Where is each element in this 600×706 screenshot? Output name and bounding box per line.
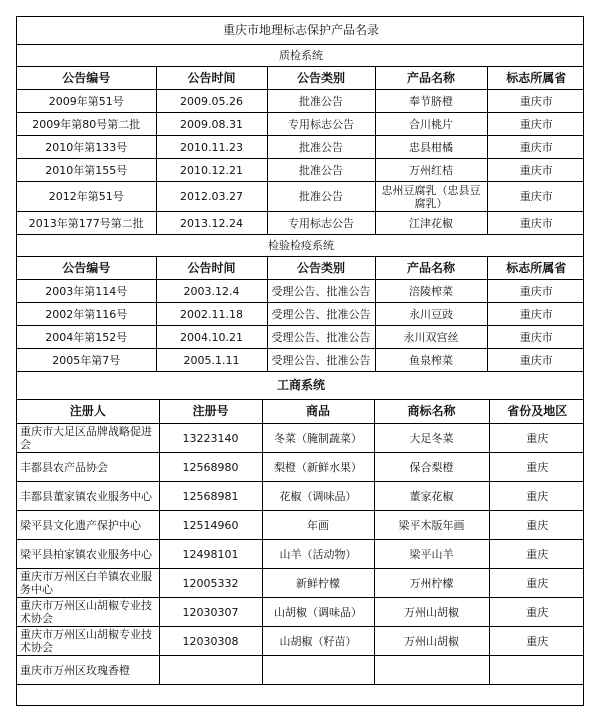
table-row xyxy=(17,326,584,349)
table-cell: 重庆 xyxy=(489,598,584,627)
table-cell: 2009年第80号第二批 xyxy=(17,113,156,136)
table-row xyxy=(17,540,584,569)
column-header: 标志所属省 xyxy=(487,257,584,280)
table-cell: 万州山胡椒 xyxy=(374,598,489,627)
table-row xyxy=(17,482,584,511)
column-header: 公告编号 xyxy=(17,67,156,90)
table-cell: 重庆 xyxy=(489,540,584,569)
header-row-zhijian xyxy=(17,67,584,90)
table-cell: 梨橙（新鲜水果） xyxy=(262,453,374,482)
table-cell: 重庆市 xyxy=(487,159,584,182)
table-cell: 重庆 xyxy=(489,569,584,598)
table-row xyxy=(17,349,584,372)
column-header: 公告编号 xyxy=(17,257,156,280)
table-cell xyxy=(262,656,374,685)
table-cell: 永川豆豉 xyxy=(375,303,487,326)
table-row xyxy=(17,303,584,326)
table-cell: 鱼泉榨菜 xyxy=(375,349,487,372)
table-cell: 重庆市万州区山胡椒专业技术协会 xyxy=(17,627,159,656)
table-cell: 董家花椒 xyxy=(374,482,489,511)
column-header: 公告类别 xyxy=(267,257,375,280)
column-header: 注册人 xyxy=(17,400,159,424)
table-cell: 2013.12.24 xyxy=(156,212,267,235)
table-cell: 2009.08.31 xyxy=(156,113,267,136)
table-cell: 重庆市万州区玫瑰香橙 xyxy=(17,656,159,685)
table-cell: 受理公告、批准公告 xyxy=(267,349,375,372)
table-cell: 重庆市 xyxy=(487,303,584,326)
table-cell: 13223140 xyxy=(159,424,262,453)
table-cell: 重庆市 xyxy=(487,136,584,159)
table-cell: 梁平县文化遗产保护中心 xyxy=(17,511,159,540)
table-row xyxy=(17,113,584,136)
table-cell: 永川双宫丝 xyxy=(375,326,487,349)
table-row xyxy=(17,598,584,627)
table-cell: 重庆市万州区山胡椒专业技术协会 xyxy=(17,598,159,627)
section-title-gongshang: 工商系统 xyxy=(17,372,584,400)
table-cell: 2010.12.21 xyxy=(156,159,267,182)
table-cell: 2010.11.23 xyxy=(156,136,267,159)
table-cell: 重庆市 xyxy=(487,326,584,349)
table-cell: 冬菜（腌制蔬菜） xyxy=(262,424,374,453)
table-cell: 丰都县董家镇农业服务中心 xyxy=(17,482,159,511)
table-cell: 梁平木版年画 xyxy=(374,511,489,540)
gi-table-gongshang xyxy=(17,372,584,685)
table-cell: 2013年第177号第二批 xyxy=(17,212,156,235)
table-cell: 忠县柑橘 xyxy=(375,136,487,159)
table-cell: 2012.03.27 xyxy=(156,182,267,212)
table-row xyxy=(17,159,584,182)
table-cell: 2002.11.18 xyxy=(156,303,267,326)
table-cell: 重庆市 xyxy=(487,212,584,235)
table-cell: 重庆市 xyxy=(487,349,584,372)
table-cell: 12498101 xyxy=(159,540,262,569)
table-cell: 山羊（活动物） xyxy=(262,540,374,569)
table-cell: 忠州豆腐乳（忠县豆腐乳） xyxy=(375,182,487,212)
table-cell: 2002年第116号 xyxy=(17,303,156,326)
table-cell: 批准公告 xyxy=(267,159,375,182)
table-cell: 12030308 xyxy=(159,627,262,656)
table-cell: 2005.1.11 xyxy=(156,349,267,372)
table-cell: 2012年第51号 xyxy=(17,182,156,212)
header-row-gongshang xyxy=(17,400,584,424)
table-cell: 批准公告 xyxy=(267,136,375,159)
table-cell: 山胡椒（调味品） xyxy=(262,598,374,627)
column-header: 公告时间 xyxy=(156,67,267,90)
table-cell: 万州柠檬 xyxy=(374,569,489,598)
table-cell: 梁平山羊 xyxy=(374,540,489,569)
table-cell: 重庆 xyxy=(489,424,584,453)
section-title-zhijian: 质检系统 xyxy=(17,45,584,67)
table-cell: 2005年第7号 xyxy=(17,349,156,372)
column-header: 省份及地区 xyxy=(489,400,584,424)
table-cell: 重庆 xyxy=(489,511,584,540)
table-cell xyxy=(159,656,262,685)
table-row xyxy=(17,212,584,235)
table-cell: 12514960 xyxy=(159,511,262,540)
table-cell: 12568980 xyxy=(159,453,262,482)
table-cell: 江津花椒 xyxy=(375,212,487,235)
table-cell: 受理公告、批准公告 xyxy=(267,280,375,303)
table-cell: 12568981 xyxy=(159,482,262,511)
table-cell: 丰都县农产品协会 xyxy=(17,453,159,482)
table-cell: 新鲜柠檬 xyxy=(262,569,374,598)
table-cell: 山胡椒（籽苗） xyxy=(262,627,374,656)
table-cell: 2003年第114号 xyxy=(17,280,156,303)
table-cell: 奉节脐橙 xyxy=(375,90,487,113)
table-row xyxy=(17,182,584,212)
table-cell: 花椒（调味品） xyxy=(262,482,374,511)
column-header: 注册号 xyxy=(159,400,262,424)
table-cell: 批准公告 xyxy=(267,90,375,113)
table-cell: 重庆 xyxy=(489,453,584,482)
table-cell: 2004年第152号 xyxy=(17,326,156,349)
table-cell: 重庆 xyxy=(489,627,584,656)
table-cell: 2009年第51号 xyxy=(17,90,156,113)
table-cell: 2009.05.26 xyxy=(156,90,267,113)
gi-table-top xyxy=(17,17,584,372)
table-cell: 受理公告、批准公告 xyxy=(267,303,375,326)
table-row xyxy=(17,424,584,453)
table-row xyxy=(17,90,584,113)
page-title: 重庆市地理标志保护产品名录 xyxy=(17,17,584,45)
table-cell: 重庆市 xyxy=(487,182,584,212)
table-cell: 2004.10.21 xyxy=(156,326,267,349)
table-cell: 重庆市大足区品牌战略促进会 xyxy=(17,424,159,453)
table-cell: 重庆市万州区白羊镇农业服务中心 xyxy=(17,569,159,598)
table-cell: 合川桃片 xyxy=(375,113,487,136)
table-cell: 涪陵榨菜 xyxy=(375,280,487,303)
table-cell: 12005332 xyxy=(159,569,262,598)
table-cell: 批准公告 xyxy=(267,182,375,212)
table-cell: 万州山胡椒 xyxy=(374,627,489,656)
table-row xyxy=(17,511,584,540)
column-header: 产品名称 xyxy=(375,257,487,280)
column-header: 产品名称 xyxy=(375,67,487,90)
table-cell: 保合梨橙 xyxy=(374,453,489,482)
table-row xyxy=(17,453,584,482)
column-header: 商标名称 xyxy=(374,400,489,424)
column-header: 公告类别 xyxy=(267,67,375,90)
table-cell: 重庆 xyxy=(489,482,584,511)
table-cell: 2010年第155号 xyxy=(17,159,156,182)
column-header: 商品 xyxy=(262,400,374,424)
table-row xyxy=(17,280,584,303)
table-row xyxy=(17,569,584,598)
table-cell: 梁平县柏家镇农业服务中心 xyxy=(17,540,159,569)
table-cell: 12030307 xyxy=(159,598,262,627)
column-header: 公告时间 xyxy=(156,257,267,280)
table-cell: 专用标志公告 xyxy=(267,212,375,235)
table-cell xyxy=(374,656,489,685)
header-row-jianyan xyxy=(17,257,584,280)
table-cell: 2010年第133号 xyxy=(17,136,156,159)
table-cell: 专用标志公告 xyxy=(267,113,375,136)
table-cell: 重庆市 xyxy=(487,113,584,136)
table-cell: 重庆市 xyxy=(487,280,584,303)
table-cell: 2003.12.4 xyxy=(156,280,267,303)
column-header: 标志所属省 xyxy=(487,67,584,90)
section-title-jianyan: 检验检疫系统 xyxy=(17,235,584,257)
table-row xyxy=(17,136,584,159)
table-cell: 大足冬菜 xyxy=(374,424,489,453)
table-row xyxy=(17,627,584,656)
table-cell: 万州红桔 xyxy=(375,159,487,182)
table-cell: 年画 xyxy=(262,511,374,540)
document-frame xyxy=(16,16,584,706)
table-cell: 重庆市 xyxy=(487,90,584,113)
table-cell xyxy=(489,656,584,685)
table-cell: 受理公告、批准公告 xyxy=(267,326,375,349)
table-row xyxy=(17,656,584,685)
